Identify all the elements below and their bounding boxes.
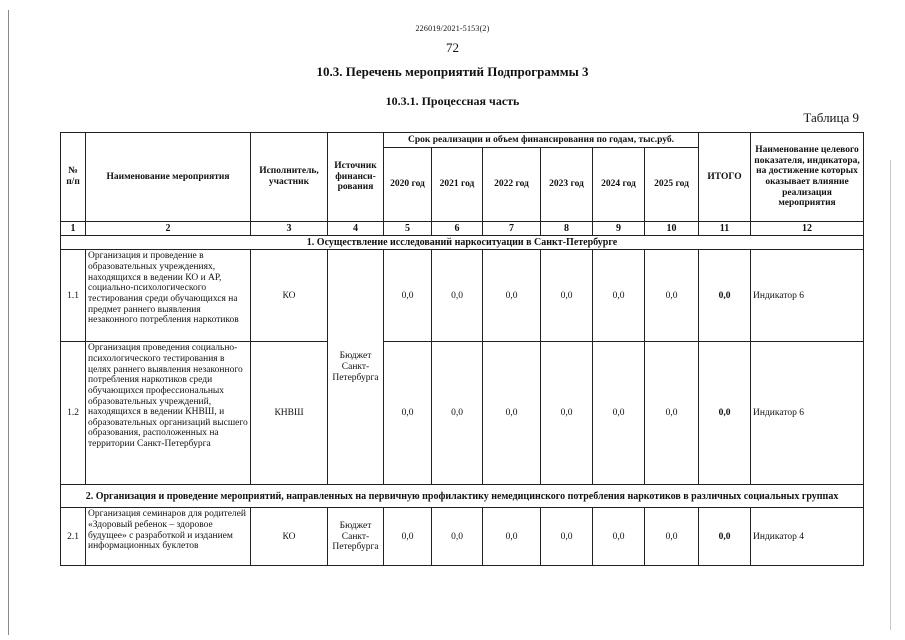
row-value-2025: 0,0: [645, 342, 699, 485]
section-title-2: 2. Организация и проведение мероприятий, направленных на первичную профилактику немедицинского потребления наркотиков в различных социальных группах: [61, 485, 864, 508]
header-year-2022: 2022 год: [483, 148, 541, 222]
row-activity-name: Организация и проведение в образовательных учреждениях, находящихся в ведении КО и АР, социально-психологического тестирования среди обучающихся на предмет раннего выявления незаконного потребления наркотиков: [86, 250, 251, 342]
subsection-title: 10.3.1. Процессная часть: [385, 94, 520, 108]
row-value-2023: 0,0: [541, 342, 593, 485]
column-number: 8: [541, 222, 593, 236]
column-number: 2: [86, 222, 251, 236]
row-value-2020: 0,0: [384, 250, 432, 342]
column-number: 10: [645, 222, 699, 236]
row-value-2024: 0,0: [593, 508, 645, 566]
document-id: 226019/2021-5153(2): [415, 24, 490, 33]
column-number: 5: [384, 222, 432, 236]
section-title-1: 1. Осуществление исследований наркоситуации в Санкт-Петербурге: [61, 236, 864, 250]
header-year-2025: 2025 год: [645, 148, 699, 222]
row-value-2023: 0,0: [541, 508, 593, 566]
row-num: 2.1: [61, 508, 86, 566]
column-number: 1: [61, 222, 86, 236]
header-source: Источник финанси-рования: [328, 133, 384, 222]
row-total: 0,0: [699, 508, 751, 566]
row-value-2021: 0,0: [432, 342, 483, 485]
header-row-top: [61, 133, 864, 148]
header-num: № п/п: [61, 133, 86, 222]
row-value-2023: 0,0: [541, 250, 593, 342]
row-value-2022: 0,0: [483, 508, 541, 566]
row-executor: КО: [251, 250, 328, 342]
row-funding-source: Бюджет Санкт-Петербурга: [328, 508, 384, 566]
table-row: [61, 342, 864, 485]
header-total: ИТОГО: [699, 133, 751, 222]
row-funding-source: Бюджет Санкт-Петербурга: [328, 250, 384, 485]
header-year-2020: 2020 год: [384, 148, 432, 222]
row-total: 0,0: [699, 342, 751, 485]
row-value-2025: 0,0: [645, 250, 699, 342]
header-year-2021: 2021 год: [432, 148, 483, 222]
column-number: 7: [483, 222, 541, 236]
row-total: 0,0: [699, 250, 751, 342]
scan-edge-right: [890, 160, 891, 630]
row-value-2021: 0,0: [432, 250, 483, 342]
row-value-2024: 0,0: [593, 250, 645, 342]
column-numbers-row: [61, 222, 864, 236]
row-num: 1.1: [61, 250, 86, 342]
row-executor: КО: [251, 508, 328, 566]
table-row: [61, 250, 864, 342]
section-row-1: [61, 236, 864, 250]
row-executor: КНВШ: [251, 342, 328, 485]
activities-table: [60, 132, 864, 566]
section-title: 10.3. Перечень мероприятий Подпрограммы 3: [316, 64, 589, 79]
row-indicator: Индикатор 6: [751, 342, 864, 485]
row-value-2020: 0,0: [384, 508, 432, 566]
header-indicator: Наименование целевого показателя, индикатора, на достижение которых оказывает влияние реализация мероприятия: [751, 133, 864, 222]
row-value-2022: 0,0: [483, 250, 541, 342]
table-row: [61, 508, 864, 566]
row-activity-name: Организация семинаров для родителей «Здоровый ребенок – здоровое будущее» с разработкой и изданием информационных буклетов: [86, 508, 251, 566]
column-number: 9: [593, 222, 645, 236]
header-period-group: Срок реализации и объем финансирования по годам, тыс.руб.: [384, 133, 699, 148]
column-number: 12: [751, 222, 864, 236]
row-num: 1.2: [61, 342, 86, 485]
section-row-2: [61, 485, 864, 508]
page-number: 72: [446, 40, 459, 55]
header-executor: Исполнитель, участник: [251, 133, 328, 222]
header-year-2023: 2023 год: [541, 148, 593, 222]
row-value-2024: 0,0: [593, 342, 645, 485]
row-value-2021: 0,0: [432, 508, 483, 566]
column-number: 6: [432, 222, 483, 236]
header-name: Наименование мероприятия: [86, 133, 251, 222]
row-value-2022: 0,0: [483, 342, 541, 485]
column-number: 11: [699, 222, 751, 236]
row-value-2025: 0,0: [645, 508, 699, 566]
column-number: 3: [251, 222, 328, 236]
table-label: Таблица 9: [803, 110, 859, 125]
row-activity-name: Организация проведения социально-психологического тестирования в целях раннего выявления незаконного потребления наркотиков среди обучающихся профессиональных образовательных учреждений, находящихся в ведении КНВШ, и образовательных организаций высшего образования, расположенных на территории Санкт-Петербурга: [86, 342, 251, 485]
header-year-2024: 2024 год: [593, 148, 645, 222]
row-indicator: Индикатор 4: [751, 508, 864, 566]
row-value-2020: 0,0: [384, 342, 432, 485]
column-number: 4: [328, 222, 384, 236]
row-indicator: Индикатор 6: [751, 250, 864, 342]
